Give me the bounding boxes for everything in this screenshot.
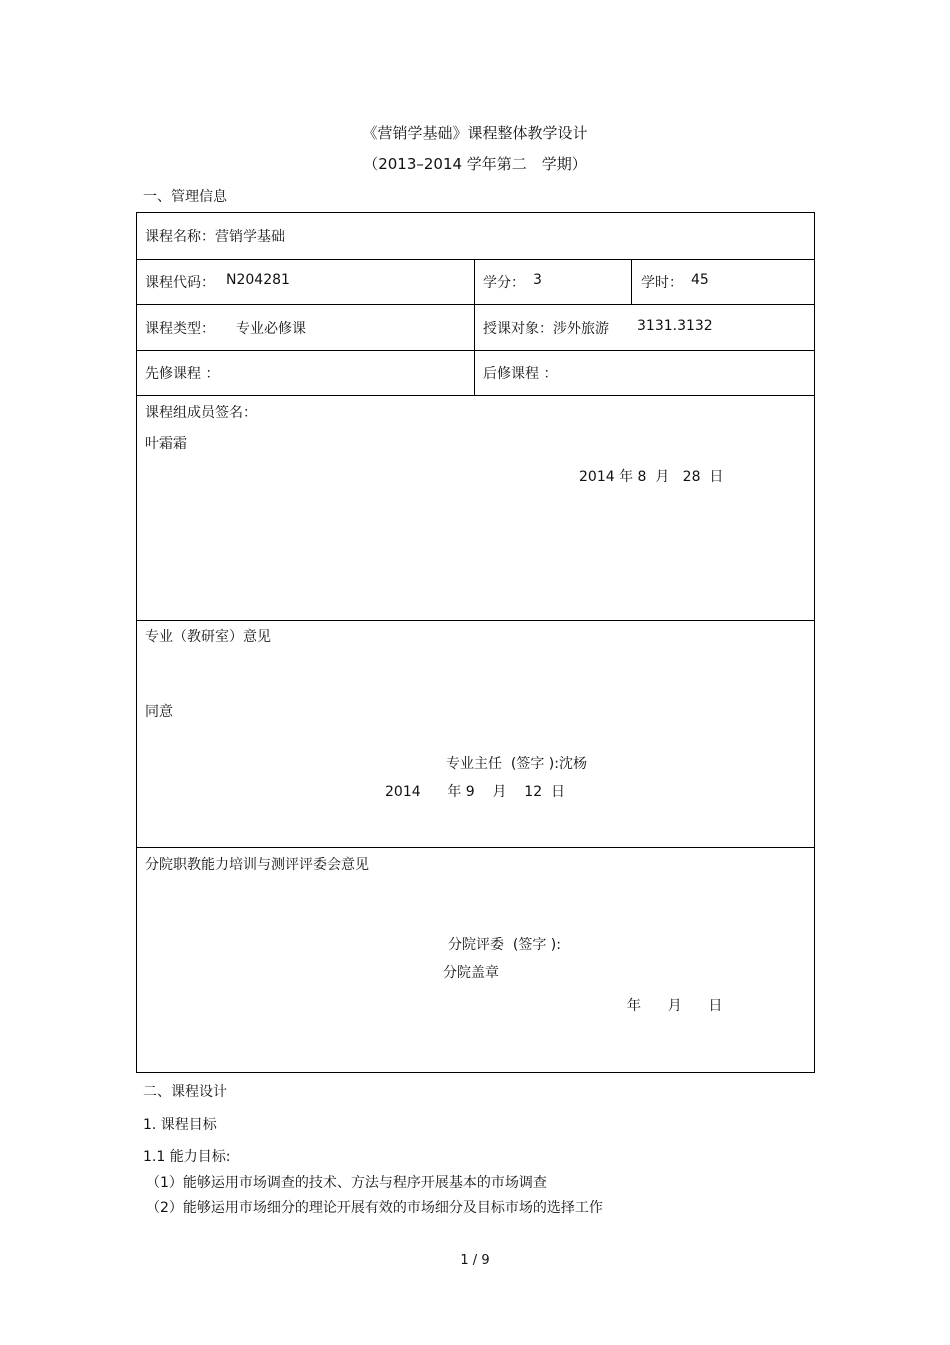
section-heading-course-design: 二、课程设计 bbox=[143, 1084, 227, 1100]
hours-label: 学时： bbox=[641, 275, 683, 291]
course-type-label: 课程类型： bbox=[145, 321, 215, 337]
document-title: 《营销学基础》课程整体教学设计 bbox=[362, 124, 588, 142]
credit-value: 3 bbox=[533, 272, 542, 288]
committee-date: 年 月 日 bbox=[627, 998, 723, 1014]
course-name: 课程名称：营销学基础 bbox=[145, 229, 285, 245]
members-date: 2014 年 8 月 28 日 bbox=[579, 469, 724, 485]
subsection-ability-objectives: 1.1 能力目标: bbox=[143, 1149, 231, 1165]
column-divider bbox=[631, 259, 632, 304]
row-divider bbox=[137, 620, 814, 621]
department-date: 2014 年 9 月 12 日 bbox=[385, 784, 566, 800]
department-director-signature: 专业主任 (签字 ):沈杨 bbox=[446, 756, 587, 772]
members-signature-label: 课程组成员签名： bbox=[145, 405, 257, 421]
committee-opinion-label: 分院职教能力培训与测评评委会意见 bbox=[145, 857, 369, 873]
department-opinion-label: 专业（教研室）意见 bbox=[145, 629, 271, 645]
department-opinion: 同意 bbox=[145, 704, 173, 720]
members-name: 叶霜霜 bbox=[145, 436, 187, 452]
column-divider bbox=[474, 259, 475, 395]
committee-signature: 分院评委 (签字 ): bbox=[448, 937, 561, 953]
committee-seal: 分院盖章 bbox=[443, 965, 499, 981]
objective-item-1: （1）能够运用市场调查的技术、方法与程序开展基本的市场调查 bbox=[146, 1175, 547, 1191]
row-divider bbox=[137, 259, 814, 260]
section-heading-management: 一、管理信息 bbox=[143, 189, 227, 205]
management-info-table bbox=[136, 212, 815, 1073]
prerequisite-course: 先修课程 ： bbox=[145, 366, 220, 382]
hours-value: 45 bbox=[691, 272, 709, 288]
row-divider bbox=[137, 350, 814, 351]
course-type-value: 专业必修课 bbox=[236, 321, 306, 337]
row-divider bbox=[137, 304, 814, 305]
page-number: 1 / 9 bbox=[460, 1253, 490, 1268]
target-value: 3131.3132 bbox=[637, 318, 713, 334]
credit-label: 学分： bbox=[483, 275, 525, 291]
row-divider bbox=[137, 395, 814, 396]
subsection-course-objectives: 1. 课程目标 bbox=[143, 1117, 217, 1133]
target-label: 授课对象：涉外旅游 bbox=[483, 321, 609, 337]
document-subtitle: （2013–2014 学年第二 学期） bbox=[363, 155, 587, 173]
course-code-value: N204281 bbox=[226, 272, 290, 288]
course-code-label: 课程代码： bbox=[145, 275, 215, 291]
objective-item-2: （2）能够运用市场细分的理论开展有效的市场细分及目标市场的选择工作 bbox=[146, 1200, 603, 1216]
row-divider bbox=[137, 847, 814, 848]
follow-up-course: 后修课程 ： bbox=[483, 366, 558, 382]
